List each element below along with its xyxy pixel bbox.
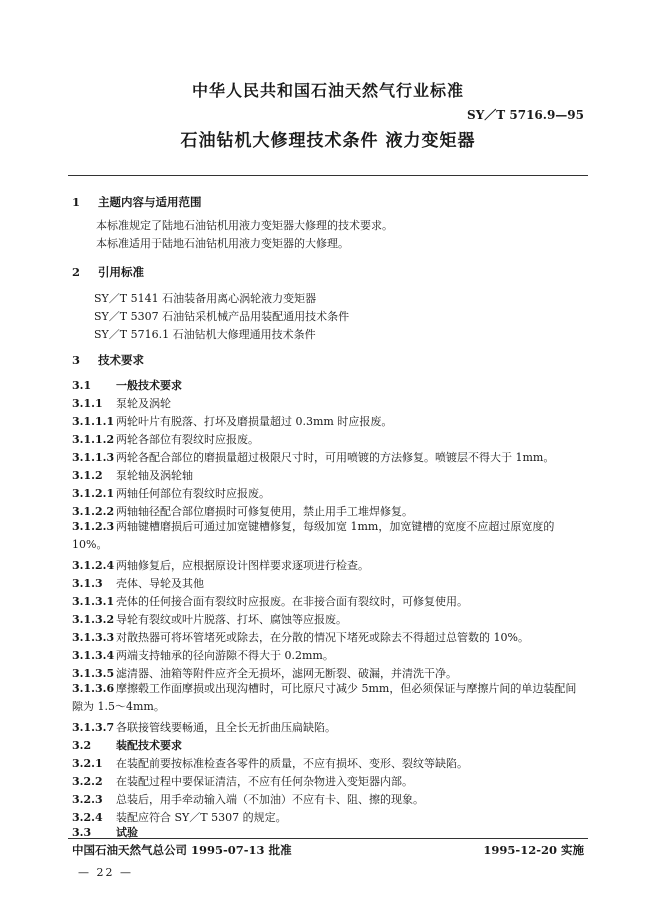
clause-3-1-2-heading: 3.1.2 泵轮轴及涡轮轴 — [72, 469, 193, 482]
clause-3-1-1-heading: 3.1.1 泵轮及涡轮 — [72, 397, 171, 410]
clause-3-2-1: 3.2.1 在装配前要按标准检查各零件的质量，不应有损坏、变形、裂纹等缺陷。 — [72, 757, 468, 770]
clause-3-1-3-heading: 3.1.3 壳体、导轮及其他 — [72, 577, 204, 590]
clause-3-1-3-1: 3.1.3.1 壳体的任何接合面有裂纹时应报废。在非接合面有裂纹时，可修复使用。 — [72, 595, 468, 608]
clause-3-1-3-5: 3.1.3.5 滤清器、油箱等附件应齐全无损坏，滤网无断裂、破漏，并清洗干净。 — [72, 667, 457, 680]
section-1-heading: 1 主题内容与适用范围 — [72, 195, 202, 209]
implementation-date: 1995-12-20 实施 — [483, 843, 584, 857]
clause-3-1-3-3: 3.1.3.3 对散热器可将坏管堵死或除去，在分散的情况下堵死或除去不得超过总管数的 10%。 — [72, 631, 529, 644]
clause-3-2-4: 3.2.4 装配应符合 SY／T 5307 的规定。 — [72, 811, 287, 824]
section-2-heading: 2 引用标准 — [72, 265, 144, 279]
clause-3-1-2-3: 3.1.2.3 两轴键槽磨损后可通过加宽键槽修复，每级加宽 1mm，加宽键槽的宽度不应超过原宽度的 10%。 — [72, 520, 555, 551]
reference-item: SY／T 5307 石油钻采机械产品用装配通用技术条件 — [94, 310, 350, 323]
clause-3-2-2: 3.2.2 在装配过程中要保证清洁，不应有任何杂物进入变矩器内部。 — [72, 775, 413, 788]
reference-item: SY／T 5141 石油装备用离心涡轮液力变矩器 — [94, 292, 317, 305]
clause-3-1-2-4: 3.1.2.4 两轴修复后，应根据原设计图样要求逐项进行检查。 — [72, 559, 369, 572]
issuing-organization: 中华人民共和国石油天然气行业标准 — [191, 81, 464, 100]
approval-line: 中国石油天然气总公司 1995-07-13 批准 — [72, 843, 292, 857]
clause-3-1-3-6: 3.1.3.6 摩擦毂工作面摩损或出现沟槽时，可比原尺寸减少 5mm，但必须保证与摩擦片间的单边装配间隙为 1.5～4mm。 — [72, 682, 577, 713]
clause-3-1-1-3: 3.1.1.3 两轮各配合部位的磨损量超过极限尺寸时，可用喷镀的方法修复。喷镀层不得大于 1mm。 — [72, 451, 555, 464]
clause-3-1-1-1: 3.1.1.1 两轮叶片有脱落、打坏及磨损量超过 0.3mm 时应报废。 — [72, 415, 393, 428]
clause-3-1-3-7: 3.1.3.7 各联接管线要畅通，且全长无折曲压扁缺陷。 — [72, 721, 336, 734]
section-3-heading: 3 技术要求 — [72, 353, 144, 367]
clause-3-1-1-2: 3.1.1.2 两轮各部位有裂纹时应报废。 — [72, 433, 259, 446]
clause-3-1-2-2: 3.1.2.2 两轴轴径配合部位磨损时可修复使用，禁止用手工堆焊修复。 — [72, 505, 413, 518]
section-1-paragraph-2: 本标准适用于陆地石油钻机用液力变矩器的大修理。 — [96, 237, 349, 250]
page-number: — 22 — — [78, 866, 133, 879]
reference-item: SY／T 5716.1 石油钻机大修理通用技术条件 — [94, 328, 316, 341]
standard-code: SY／T 5716.9—95 — [467, 108, 584, 122]
clause-3-3-heading: 3.3 试验 — [72, 826, 138, 839]
document-title: 石油钻机大修理技术条件 液力变矩器 — [180, 131, 476, 151]
clause-3-2-heading: 3.2 装配技术要求 — [72, 739, 182, 752]
clause-3-1-3-2: 3.1.3.2 导轮有裂纹或叶片脱落、打坏、腐蚀等应报废。 — [72, 613, 347, 626]
clause-3-1-2-1: 3.1.2.1 两轴任何部位有裂纹时应报废。 — [72, 487, 270, 500]
header-divider — [68, 175, 588, 176]
clause-3-2-3: 3.2.3 总装后，用手牵动输入端（不加油）不应有卡、阻、擦的现象。 — [72, 793, 424, 806]
clause-3-1-3-4: 3.1.3.4 两端支持轴承的径向游隙不得大于 0.2mm。 — [72, 649, 334, 662]
clause-3-1-heading: 3.1 一般技术要求 — [72, 379, 182, 392]
footer-divider — [68, 838, 588, 839]
section-1-paragraph-1: 本标准规定了陆地石油钻机用液力变矩器大修理的技术要求。 — [96, 219, 393, 232]
